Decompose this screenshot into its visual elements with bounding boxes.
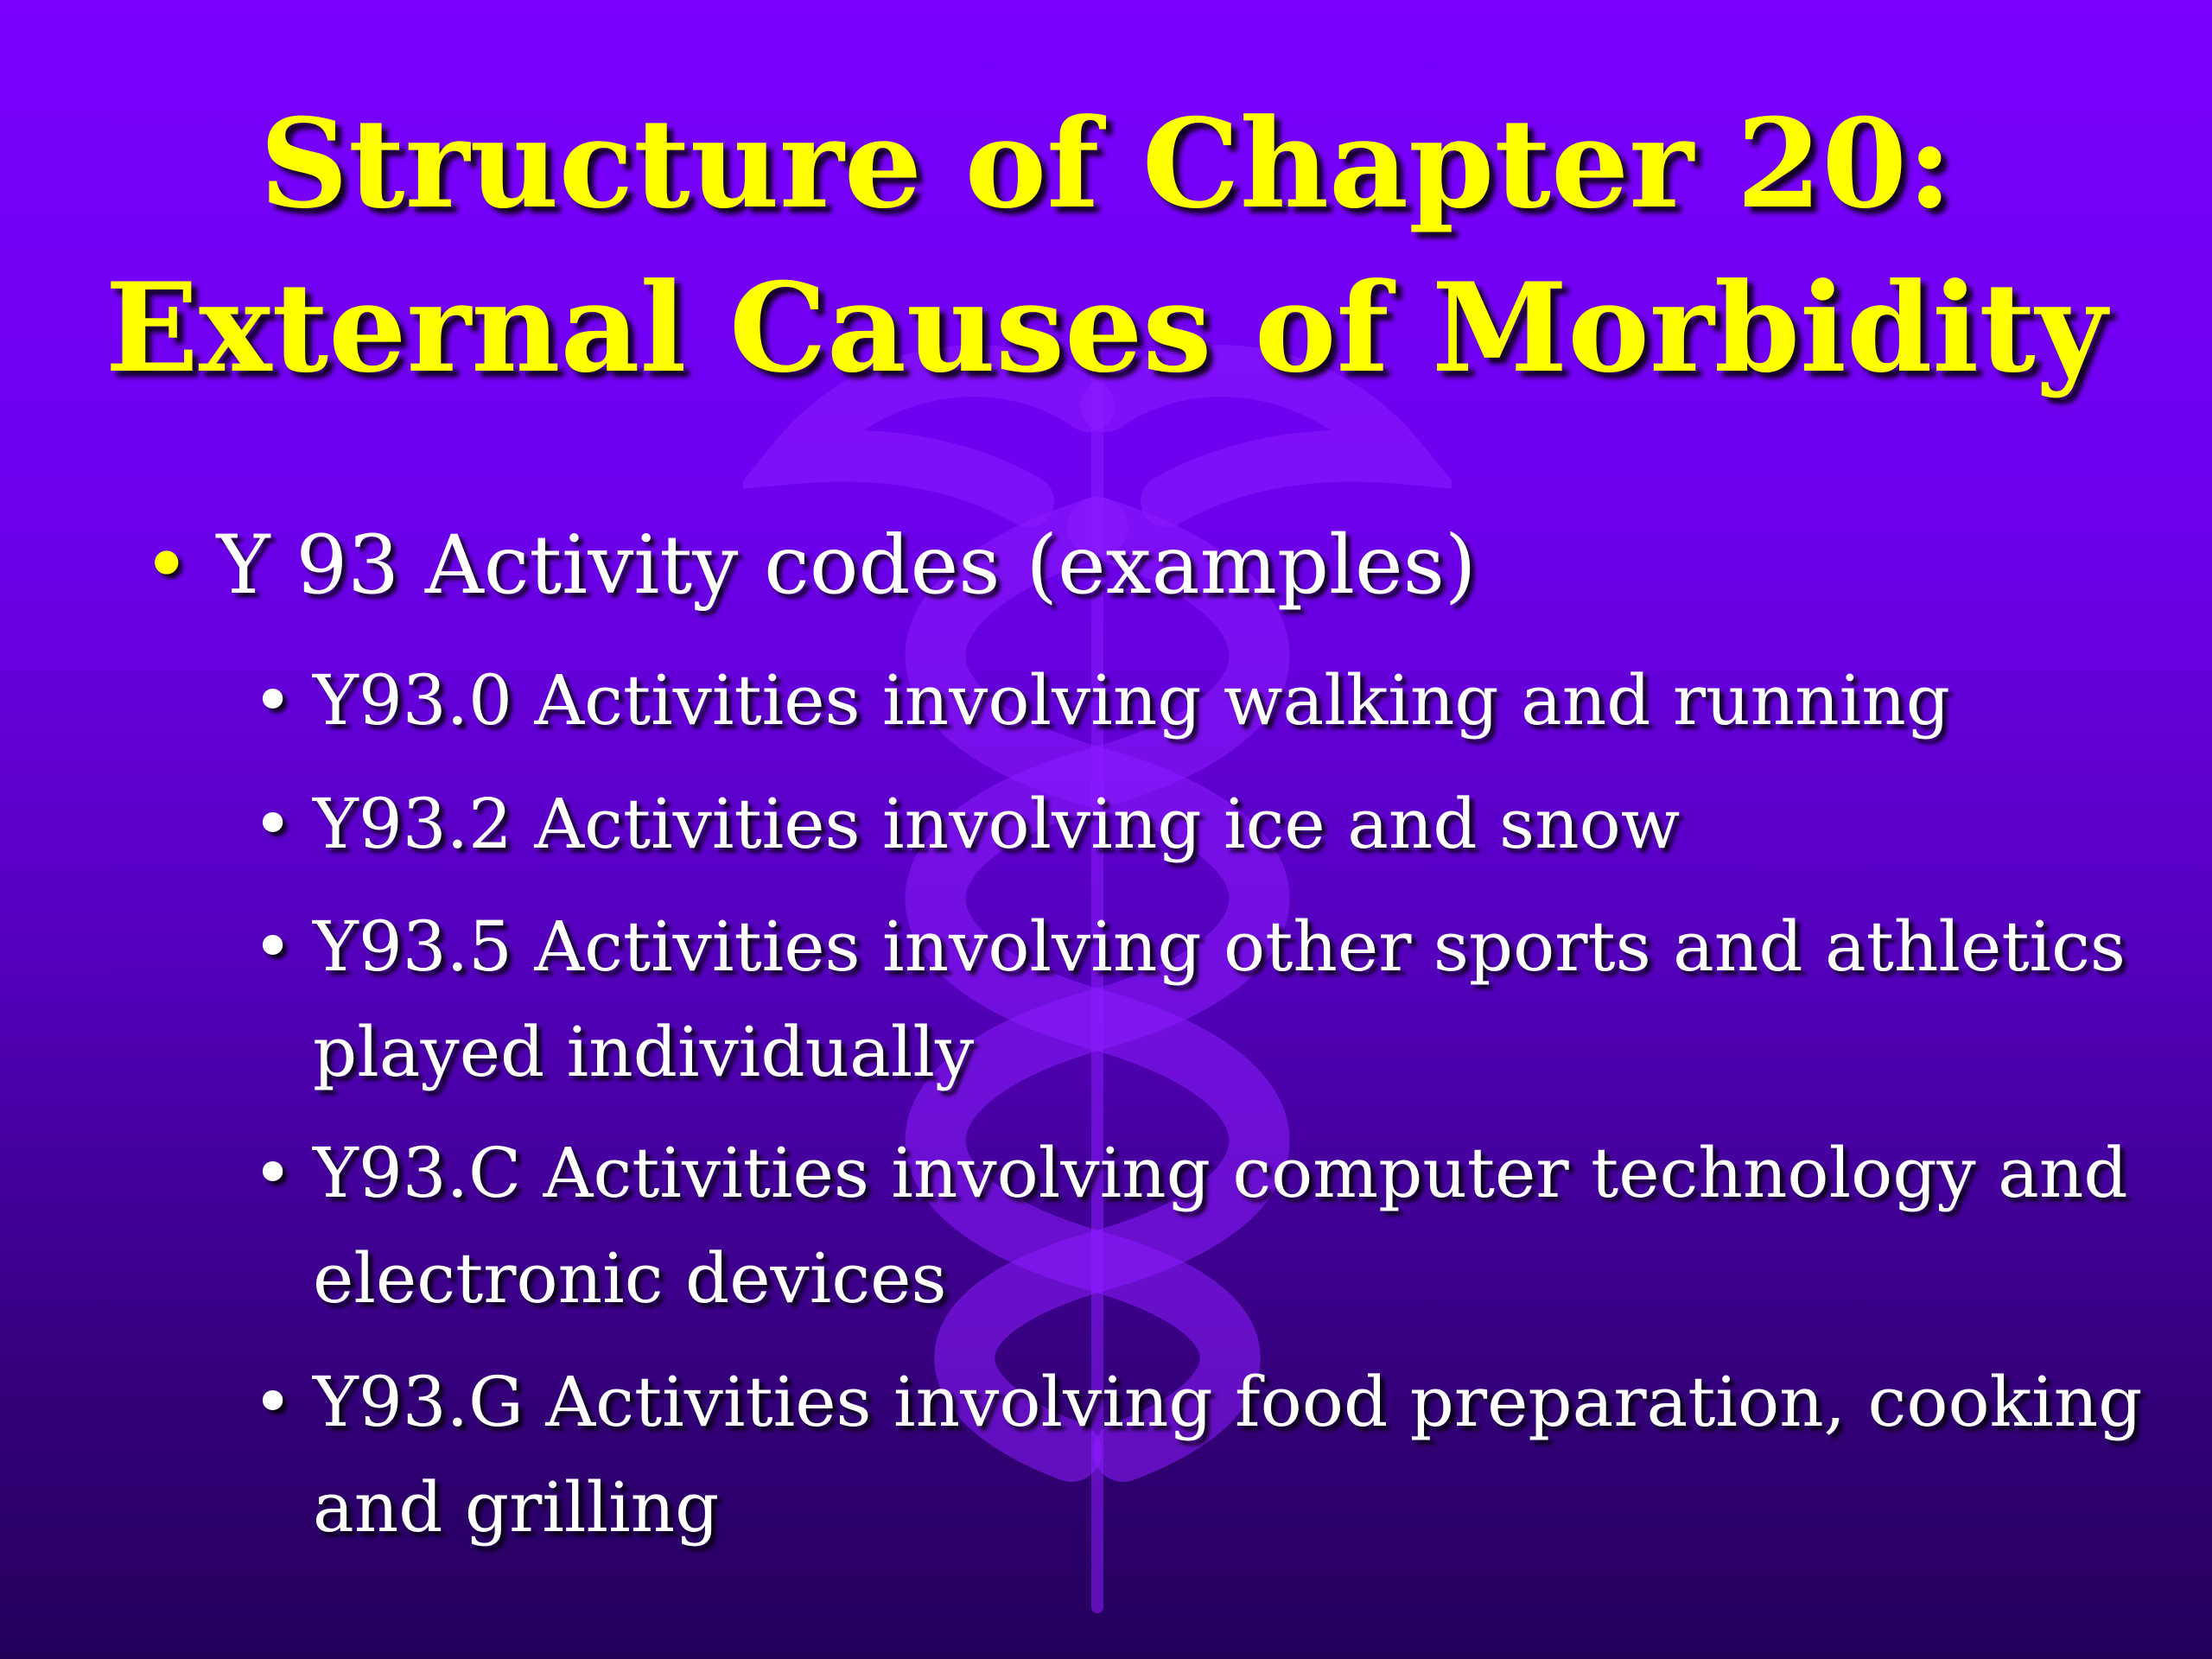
sub-bullet-item-3 xyxy=(252,894,2162,1105)
title-line-1: Structure of Chapter 20: xyxy=(259,92,1953,236)
sub-bullet-dot: • xyxy=(252,906,294,987)
sub-bullet-dot: • xyxy=(252,1133,294,1213)
sub-bullet-dot: • xyxy=(252,784,294,864)
sub-bullet-text-3: Y93.5 Activities involving other sports and athletics played individually xyxy=(313,906,2126,1092)
main-bullet-dot: • xyxy=(143,518,191,613)
sub-bullet-dot: • xyxy=(252,1362,294,1442)
sub-bullet-text-1: Y93.0 Activities involving walking and running xyxy=(313,660,1950,741)
sub-bullet-item-2 xyxy=(252,772,2162,877)
sub-bullet-text-4: Y93.C Activities involving computer technology and electronic devices xyxy=(313,1133,2128,1319)
sub-bullet-text-5: Y93.G Activities involving food preparation, cooking and grilling xyxy=(313,1362,2143,1548)
sub-bullet-item-4 xyxy=(252,1121,2162,1332)
sub-bullet-dot: • xyxy=(252,660,294,741)
title-line-2: External Causes of Morbidity xyxy=(105,257,2107,400)
sub-bullet-item-1 xyxy=(252,648,2162,753)
main-bullet-text: Y 93 Activity codes (examples) xyxy=(216,518,1477,613)
sub-bullet-text-2: Y93.2 Activities involving ice and snow xyxy=(313,784,1681,864)
main-bullet-item xyxy=(143,510,1477,622)
sub-bullet-item-5 xyxy=(252,1350,2162,1560)
